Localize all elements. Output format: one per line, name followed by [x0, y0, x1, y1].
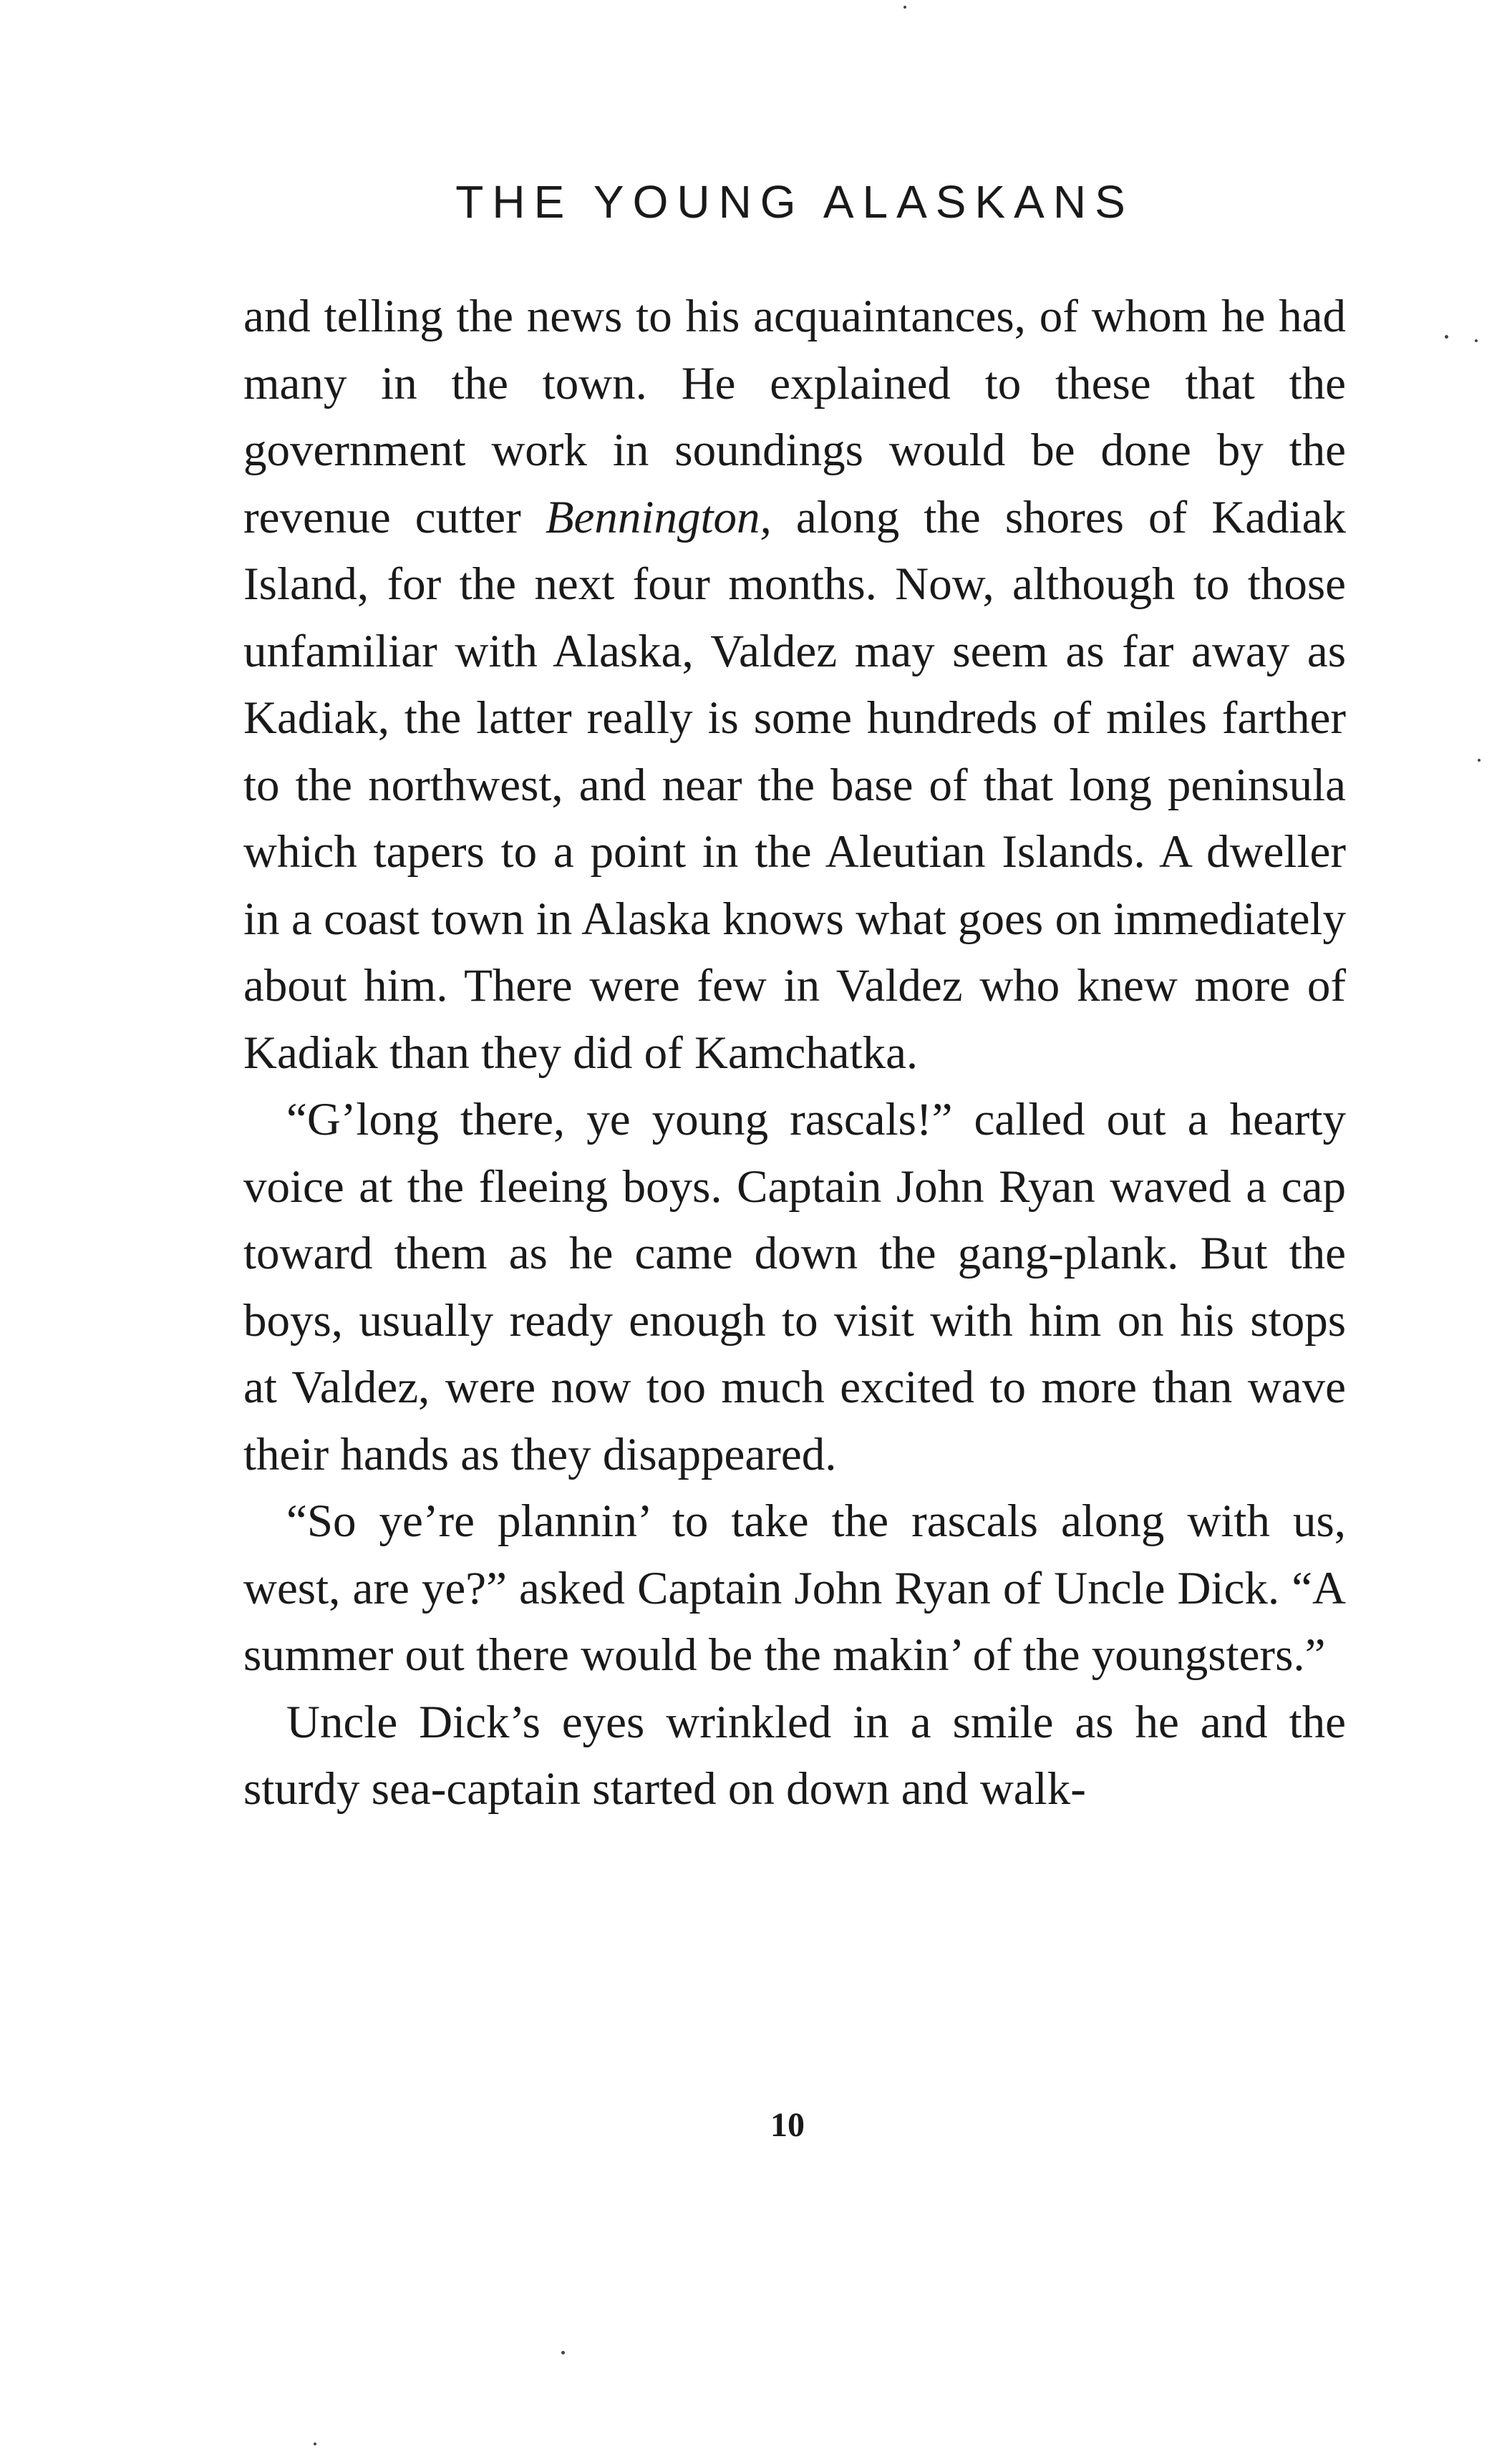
body-text: [243, 283, 1346, 1823]
running-head: THE YOUNG ALASKANS: [455, 176, 1134, 228]
paragraph-1-before: and telling the news to his acquaintances, of whom he had many in the town. He explained to these that the government work in soundings would be done by the revenue cutter: [243, 291, 1346, 543]
scan-speck: [1445, 335, 1448, 339]
scan-speck: [1478, 759, 1481, 762]
paragraph-1: [243, 283, 1346, 1087]
page-number: 10: [770, 2106, 805, 2144]
scan-speck: [903, 6, 906, 9]
paragraph-4: Uncle Dick’s eyes wrinkled in a smile as he and the sturdy sea-captain started on down and walk-: [243, 1696, 1346, 1815]
ship-name-italic: Bennington,: [545, 491, 772, 543]
paragraph-2: “G’long there, ye young rascals!” called out a hearty voice at the fleeing boys. Captain John Ryan waved a cap toward them as he came down the gang-plank. But the boys, usually ready enough to visit with him on his stops at Valdez, were now too much excited to more than wave their hands as they disappeared.: [243, 1094, 1346, 1480]
scan-speck: [561, 2351, 565, 2354]
scan-speck: [1475, 339, 1478, 342]
paragraph-3: “So ye’re plannin’ to take the rascals along with us, west, are ye?” asked Captain John Ryan of Uncle Dick. “A summer out there would be the makin’ of the youngsters.”: [243, 1495, 1346, 1681]
scan-speck: [314, 2443, 316, 2445]
paragraph-1-after: along the shores of Kadiak Island, for the next four months. Now, although to those unfamiliar with Alaska, Valdez may seem as far away as Kadiak, the latter really is some hundreds of miles farther to the northwest, and near the base of that long peninsula which tapers to a point in the Aleutian Islands. A dweller in a coast town in Alaska knows what goes on immediately about him. There were few in Valdez who knew more of Kadiak than they did of Kamchatka.: [243, 491, 1346, 1079]
